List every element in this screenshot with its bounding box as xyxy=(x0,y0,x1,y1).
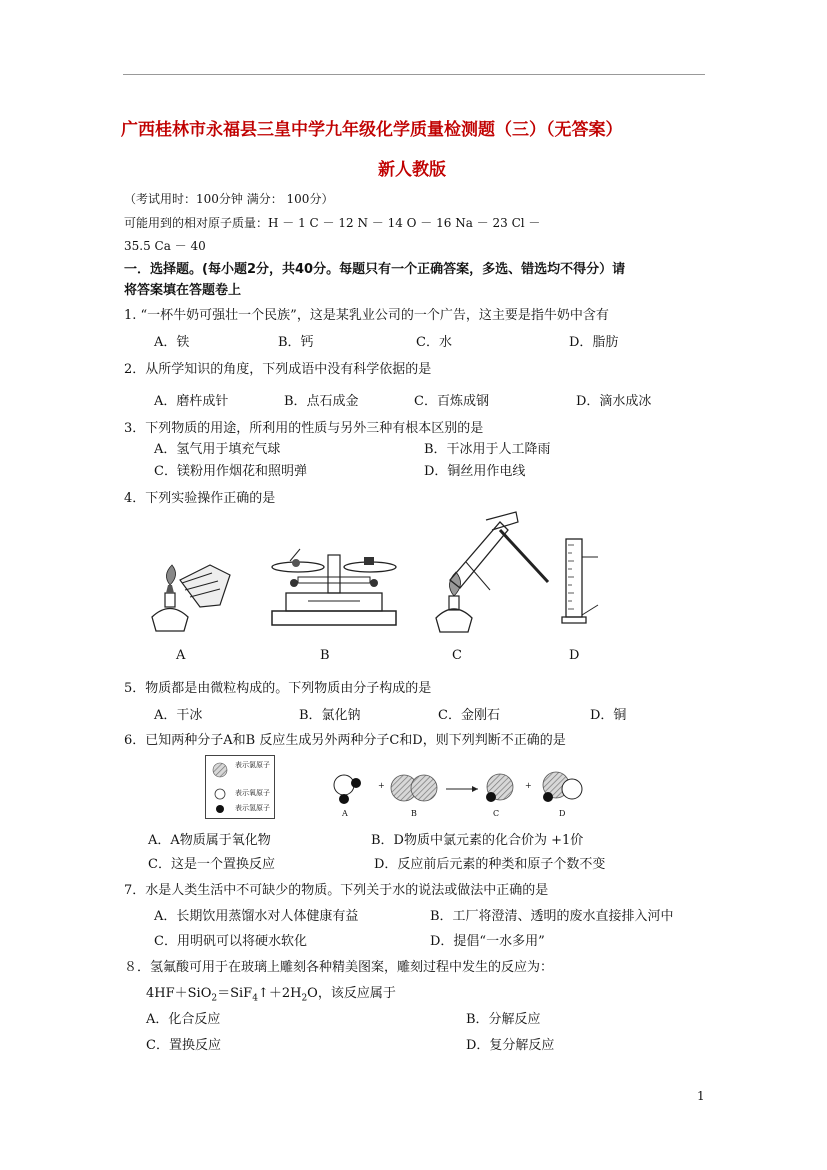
q3-option-d: D．铜丝用作电线 xyxy=(424,464,526,479)
q8-eq-end: O，该反应属于 xyxy=(307,986,396,1001)
q3-stem: 3．下列物质的用途，所利用的性质与另外三种有根本区别的是 xyxy=(124,421,484,436)
chlorine-atom-icon xyxy=(213,763,227,777)
q6-stem: 6．已知两种分子A和B 反应生成另外两种分子C和D，则下列判断不正确的是 xyxy=(124,733,566,748)
q8-option-a: A．化合反应 xyxy=(146,1012,221,1027)
q2-option-a: A．磨杵成针 xyxy=(154,394,229,409)
q2-stem: 2．从所学知识的角度，下列成语中没有科学依据的是 xyxy=(124,362,432,377)
q3-option-a: A．氢气用于填充气球 xyxy=(154,442,281,457)
q7-option-b: B．工厂将澄清、透明的废水直接排入河中 xyxy=(430,909,674,924)
q6-mol-label-d: D xyxy=(559,809,566,818)
q4-label-d: D xyxy=(569,648,580,663)
q5-option-d: D．铜 xyxy=(590,708,627,723)
q8-eq-post: ＋2H xyxy=(268,986,302,1001)
q5-stem: 5．物质都是由微粒构成的。下列物质由分子构成的是 xyxy=(124,681,432,696)
q8-stem: ８．氢氟酸可用于在玻璃上雕刻各种精美图案，雕刻过程中发生的反应为： xyxy=(124,960,554,975)
header-rule xyxy=(123,74,705,75)
q5-option-a: A．干冰 xyxy=(154,708,203,723)
q6-mol-label-b: B xyxy=(411,809,417,818)
q4-stem: 4．下列实验操作正确的是 xyxy=(124,491,276,506)
hydrogen-atom-icon xyxy=(216,805,224,813)
q6-mol-label-c: C xyxy=(493,809,500,818)
q6-option-a: A．A物质属于氧化物 xyxy=(148,833,271,848)
q5-option-c: C．金刚石 xyxy=(438,708,500,723)
q6-legend-chlorine: 表示氯原子 xyxy=(235,761,270,769)
section-heading-line-2: 将答案填在答题卷上 xyxy=(124,283,242,298)
q6-option-c: C．这是一个置换反应 xyxy=(148,857,275,872)
q6-reaction-diagram xyxy=(328,765,588,825)
q5-option-b: B．氯化钠 xyxy=(299,708,361,723)
q8-eq-sub1: 2 xyxy=(211,993,218,1004)
q6-legend-oxygen: 表示氧原子 xyxy=(235,789,270,797)
q7-option-c: C．用明矾可以将硬水软化 xyxy=(154,934,307,949)
q6-plus-1: + xyxy=(378,781,385,790)
lab-figure-c xyxy=(430,510,555,634)
oxygen-atom-icon xyxy=(215,789,225,799)
q1-option-d: D．脂肪 xyxy=(569,335,619,350)
q6-option-d: D．反应前后元素的种类和原子个数不变 xyxy=(374,857,606,872)
q8-equation xyxy=(146,982,396,1004)
atomic-mass-line-1: 可能用到的相对原子质量：H － 1 C － 12 N － 14 O － 16 Na － 23 Cl － xyxy=(124,216,541,230)
q7-option-a: A．长期饮用蒸馏水对人体健康有益 xyxy=(154,909,359,924)
section-heading-line-1: 一．选择题。(每小题2分，共40分。每题只有一个正确答案，多选、错选均不得分）请 xyxy=(124,262,626,277)
q6-legend-hydrogen: 表示氢原子 xyxy=(235,804,270,812)
q8-eq-pre: 4HF＋SiO xyxy=(146,986,212,1001)
exam-info: （考试用时：100分钟 满分： 100分） xyxy=(124,192,334,206)
q2-option-b: B．点石成金 xyxy=(284,394,359,409)
q8-option-d: D．复分解反应 xyxy=(466,1038,555,1053)
q8-option-b: B．分解反应 xyxy=(466,1012,541,1027)
q6-plus-2: + xyxy=(525,781,532,790)
q6-option-b: B．D物质中氯元素的化合价为 +1价 xyxy=(371,833,584,848)
q1-option-a: A．铁 xyxy=(154,335,190,350)
q1-stem: 1. “一杯牛奶可强壮一个民族”，这是某乳业公司的一个广告，这主要是指牛奶中含有 xyxy=(124,308,609,323)
q7-option-d: D．提倡“一水多用” xyxy=(430,934,545,949)
q3-option-b: B．干冰用于人工降雨 xyxy=(424,442,551,457)
q7-stem: 7．水是人类生活中不可缺少的物质。下列关于水的说法或做法中正确的是 xyxy=(124,883,549,898)
lab-figure-b xyxy=(268,543,400,633)
q4-label-a: A xyxy=(176,648,186,663)
q4-label-c: C xyxy=(452,648,462,663)
lab-figure-a xyxy=(140,545,240,635)
q1-option-c: C．水 xyxy=(416,335,452,350)
q8-eq-sub2: 4 xyxy=(252,993,258,1004)
q6-legend-symbols xyxy=(210,758,230,818)
page-number: 1 xyxy=(697,1089,705,1103)
atomic-mass-line-2: 35.5 Ca － 40 xyxy=(124,239,206,253)
q8-eq-mid: ＝SiF xyxy=(217,986,253,1001)
q8-option-c: C．置换反应 xyxy=(146,1038,221,1053)
q3-option-c: C．镁粉用作烟花和照明弹 xyxy=(154,464,307,479)
q1-option-b: B．钙 xyxy=(278,335,314,350)
q2-option-d: D．滴水成冰 xyxy=(576,394,652,409)
q2-option-c: C．百炼成钢 xyxy=(414,394,489,409)
title-line-1: 广西桂林市永福县三皇中学九年级化学质量检测题（三）（无答案） xyxy=(121,120,623,140)
q8-eq-sub3: 2 xyxy=(301,993,308,1004)
q6-mol-label-a: A xyxy=(342,809,348,818)
lab-figure-d xyxy=(558,535,608,627)
q8-eq-arrow: ↑ xyxy=(257,986,269,1001)
q4-label-b: B xyxy=(320,648,330,663)
title-line-2: 新人教版 xyxy=(378,160,446,180)
